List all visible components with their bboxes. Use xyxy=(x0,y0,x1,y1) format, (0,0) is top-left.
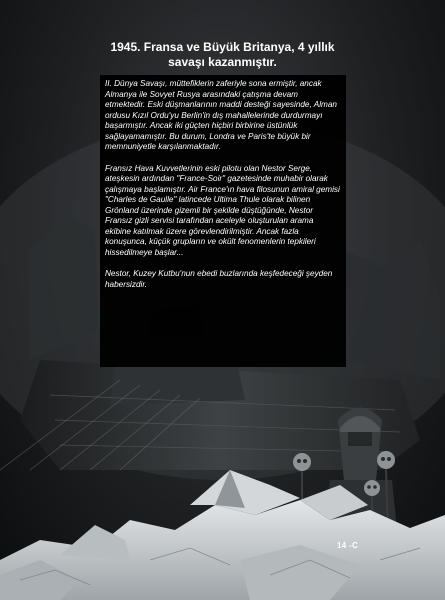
page-title: 1945. Fransa ve Büyük Britanya, 4 yıllık savaşı kazanmıştır. xyxy=(110,40,335,69)
paragraph-3: Nestor, Kuzey Kutbu'nun ebedi buzlarında keşfedeceği şeyden habersizdir. xyxy=(105,269,333,289)
intro-text-panel xyxy=(100,75,346,367)
paragraph-2: Fransız Hava Kuvvetlerinin eski pilotu olan Nestor Serge, ateşkesin ardından "France-Soir" gazetesinde muhabir olarak çalışmaya başlamıştır. Air France'ın hava filosunun amiral gemisi "Charles de Gaulle" latincede Ultima Thule olarak bilinen Grönland üzerinde gizemli bir şekilde düştüğünde, Nestor Fransız gizli servisi tarafından aceleyle oluşturulan arama ekibine katılmak üzere görevlendirilmiştir. Ancak fazla konuşunca, küçük grupların ve okült fenomenlerin tepkileri hissedilmeye başlar... xyxy=(105,163,340,257)
page-number: 14 -C xyxy=(337,541,359,550)
paragraph-1: II. Dünya Savaşı, müttefiklerin zaferiyle sona ermiştir, ancak Almanya ile Sovyet Rusya arasındaki çatışma devam etmektedir. Eski düşmanlarının maddi desteği sayesinde, Alman ordusu Kızıl Ordu'yu Berlin'in dış mahallelerinde durdurmayı başarmıştır. Ancak iki güçten hiçbiri birbirine üstünlük sağlayamamıştır. Bu durum, Londra ve Paris'te büyük bir memnuniyetle karşılanmaktadır. xyxy=(105,79,337,151)
